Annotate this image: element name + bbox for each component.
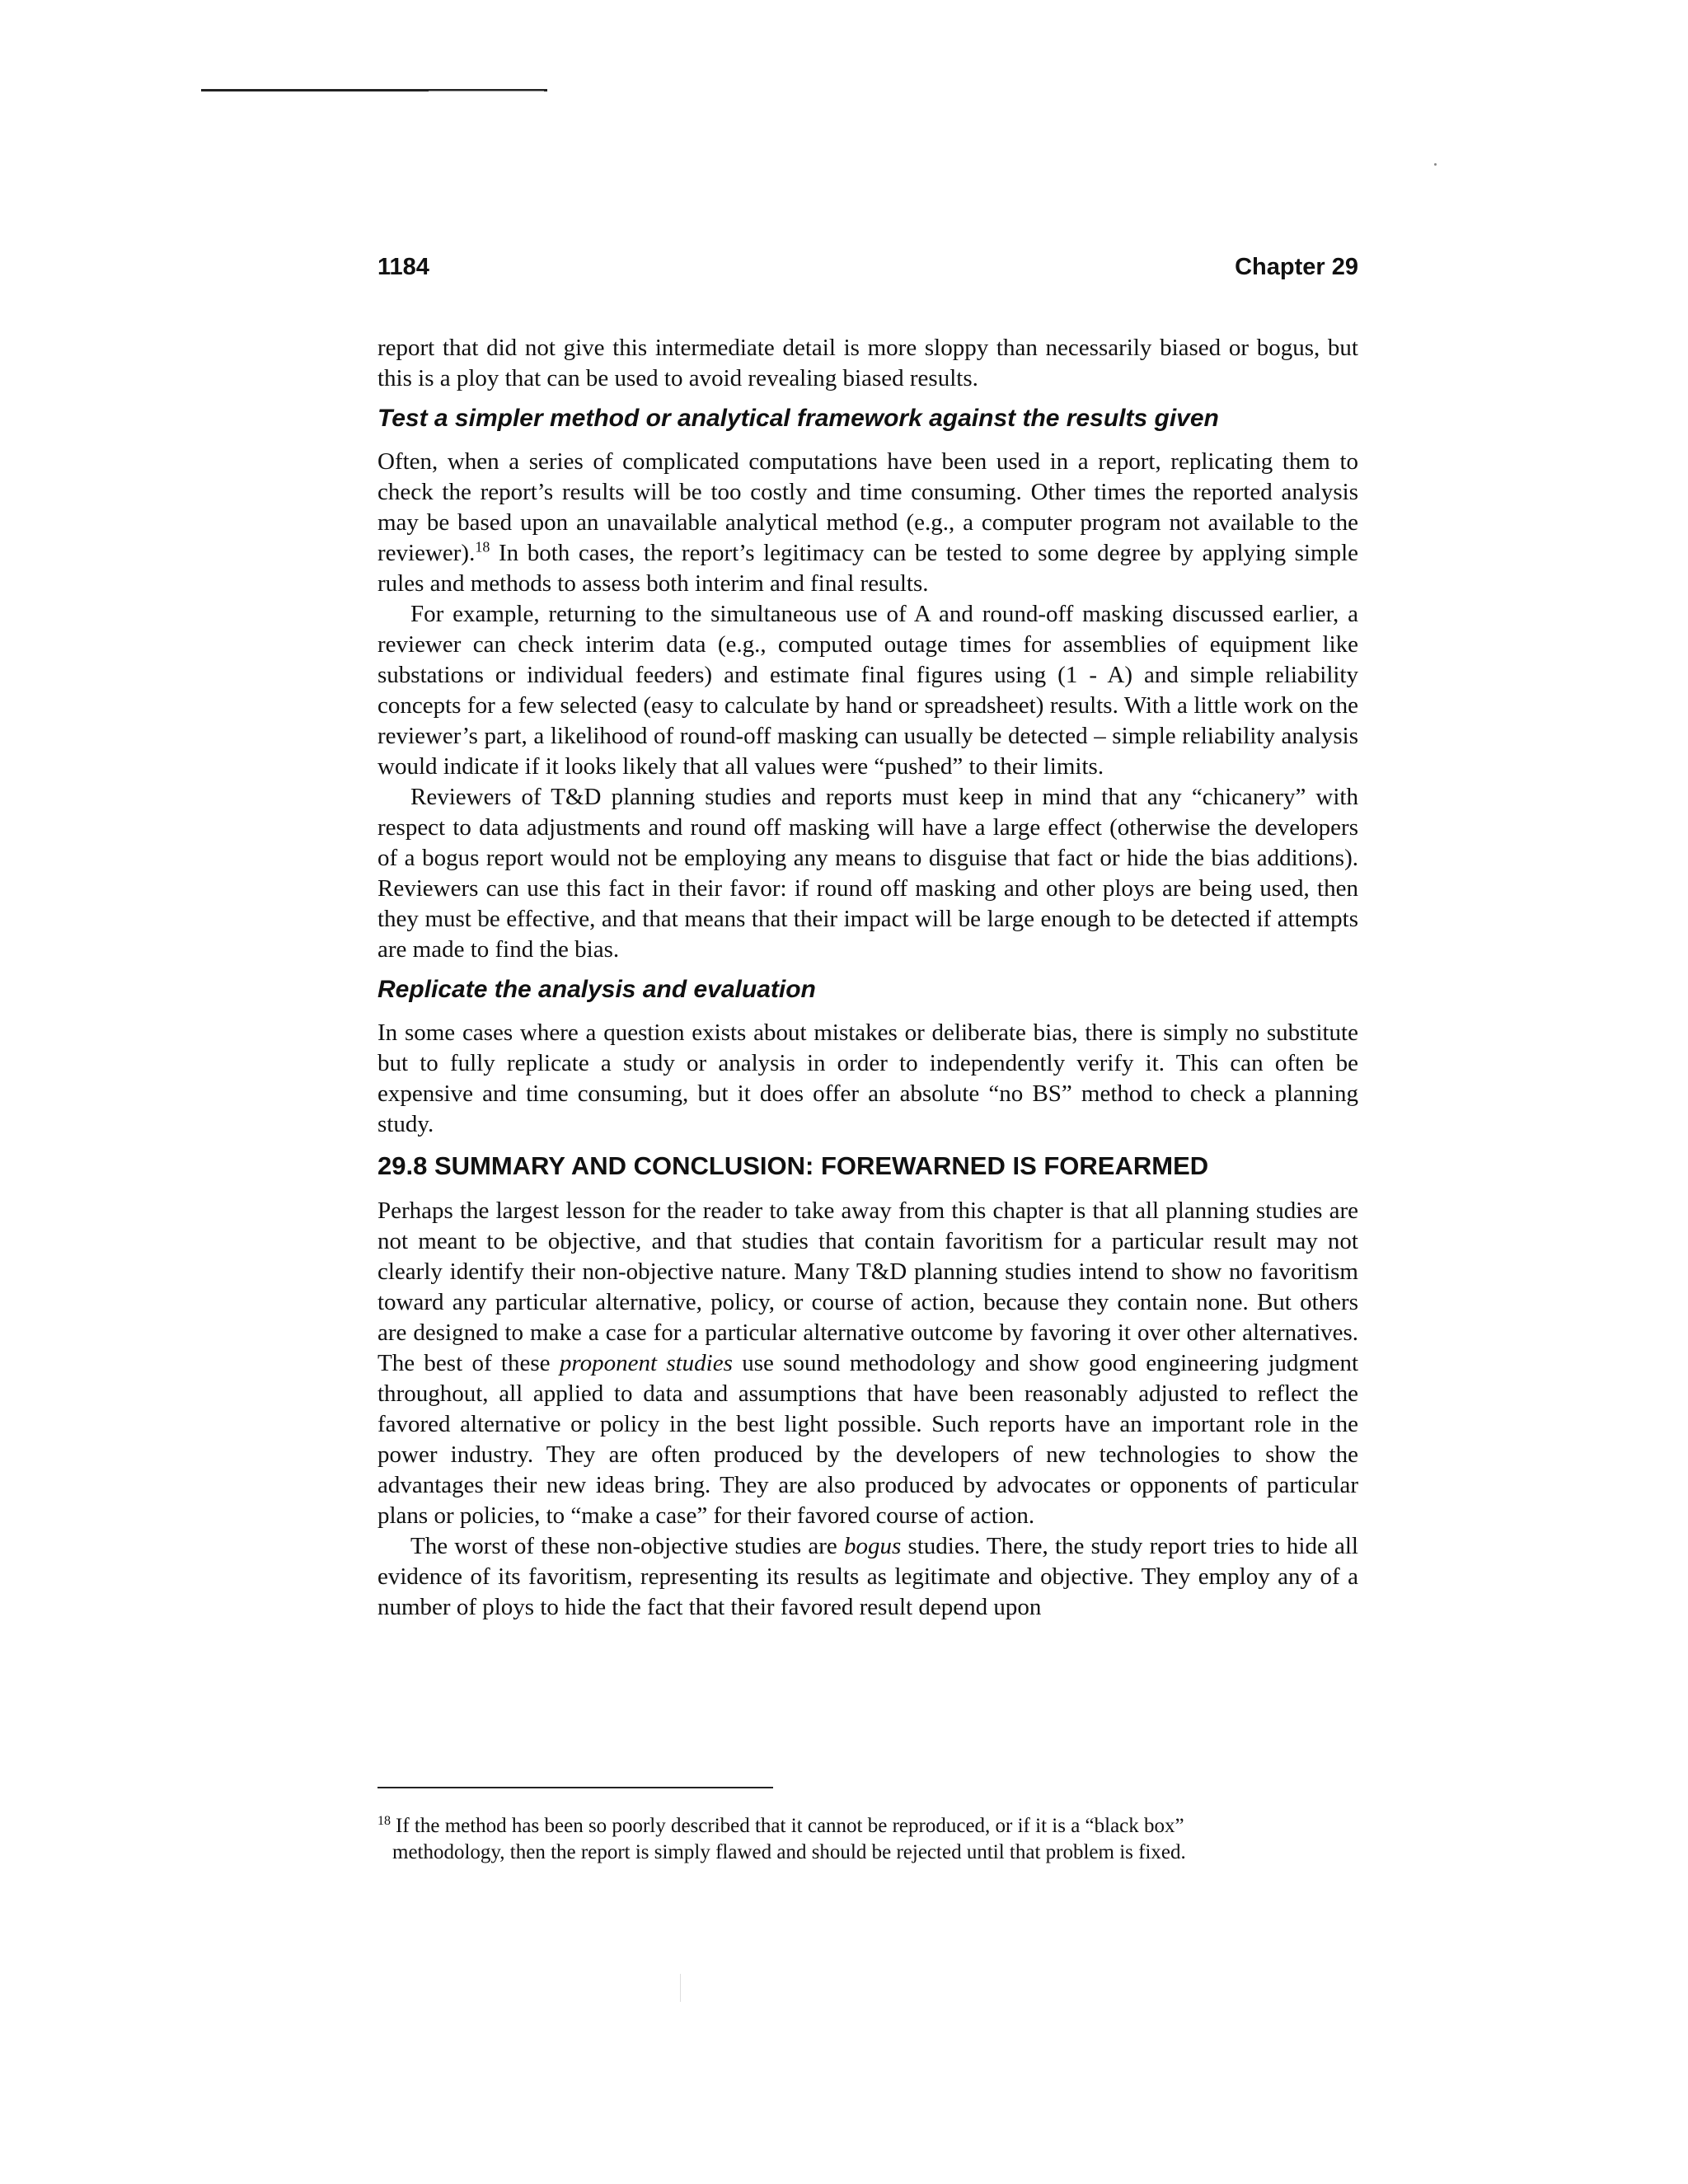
footnote-line-1: If the method has been so poorly described that it cannot be reproduced, or if it is a “black box” — [396, 1815, 1184, 1837]
scan-mark — [680, 1974, 681, 2002]
paragraph-6-emphasis: proponent studies — [559, 1350, 733, 1376]
scan-speck — [1434, 163, 1437, 166]
paragraph-4: Reviewers of T&D planning studies and reports must keep in mind that any “chicanery” with respect to data adjustments and round off masking will have a large effect (otherwise the developers of a bogus report would not be employing any means to disguise that fact or hide the bias additions). Reviewers can use this fact in their favor: if round off masking and other ploys are being used, then they must be effective, and that means that their impact will be large enough to be detected if attempts are made to find the bias. — [377, 784, 1358, 963]
paragraph-3: For example, returning to the simultaneous use of A and round-off masking discussed earlier, a reviewer can check interim data (e.g., computed outage times for assemblies of equipment like substations or individual feeders) and estimate final figures using (1 - A) and simple reliability concepts for a few selected (easy to calculate by hand or spreadsheet) results. With a little work on the reviewer’s part, a likelihood of round-off masking can usually be detected – simple reliability analysis would indicate if it looks likely that all values were “pushed” to their limits. — [377, 601, 1358, 780]
chapter-label: Chapter 29 — [1235, 254, 1358, 280]
paragraph-6-text-a: Perhaps the largest lesson for the reader to take away from this chapter is that all planning studies are not meant to be objective, and that studies that contain favoritism for a particular result may not clearly identify their non-objective nature. Many T&D planning studies intend to show no favoritism toward any particular alternative, policy, or course of action, because they contain none. But others are designed to make a case for a particular alternative outcome by favoring it over other alternatives. The best of these — [377, 1197, 1358, 1376]
paragraph-7-emphasis: bogus — [843, 1533, 902, 1559]
paragraph-2-text-b: In both cases, the report’s legitimacy can be tested to some degree by applying simple rules and methods to assess both interim and final results. — [377, 540, 1358, 597]
paragraph-6-text-b: use sound methodology and show good engineering judgment throughout, all applied to data and assumptions that have been reasonably adjusted to reflect the favored alternative or policy in the best light possible. Such reports have an important role in the power industry. They are often produced by the developers of new technologies to show the advantages their new ideas bring. They are also produced by advocates or opponents of particular plans or policies, to “make a case” for their favored course of action. — [377, 1350, 1359, 1529]
page-number: 1184 — [377, 254, 429, 280]
footnote-rule — [377, 1787, 773, 1788]
paragraph-2 — [377, 447, 1358, 599]
subheading-replicate-analysis: Replicate the analysis and evaluation — [377, 976, 816, 1003]
paragraph-2-text-a: Often, when a series of complicated computations have been used in a report, replicating them to check the report’s results will be too costly and time consuming. Other times the reported analysis may be based upon an unavailable analytical method (e.g., a computer program not available to the reviewer). — [377, 448, 1358, 566]
section-heading-29-8: 29.8 SUMMARY AND CONCLUSION: FOREWARNED IS FOREARMED — [377, 1151, 1209, 1180]
paragraph-5: In some cases where a question exists about mistakes or deliberate bias, there is simply no substitute but to fully replicate a study or analysis in order to independently verify it. This can often be expensive and time consuming, but it does offer an absolute “no BS” method to check a planning study. — [377, 1019, 1358, 1137]
footnote-reference-18[interactable]: 18 — [475, 538, 490, 555]
subheading-test-simpler-method: Test a simpler method or analytical framework against the results given — [377, 405, 1219, 432]
paragraph-1: report that did not give this intermediate detail is more sloppy than necessarily biased or bogus, but this is a ploy that can be used to avoid revealing biased results. — [377, 335, 1358, 391]
running-header — [377, 254, 1358, 290]
footnote-mark: 18 — [377, 1813, 391, 1828]
paragraph-7 — [377, 1531, 1358, 1623]
paragraph-6 — [377, 1196, 1358, 1531]
footnote-line-2: methodology, then the report is simply flawed and should be rejected until that problem is fixed. — [392, 1841, 1186, 1863]
paragraph-7-text-a: The worst of these non-objective studies are — [410, 1533, 844, 1559]
page-body — [377, 333, 1358, 1623]
footnote-18 — [377, 1813, 1358, 1866]
paragraph-7-text-b: studies. There, the study report tries to hide all evidence of its favoritism, representing its results as legitimate and objective. They employ any of a number of ploys to hide the fact that their favored result depend upon — [377, 1533, 1358, 1620]
